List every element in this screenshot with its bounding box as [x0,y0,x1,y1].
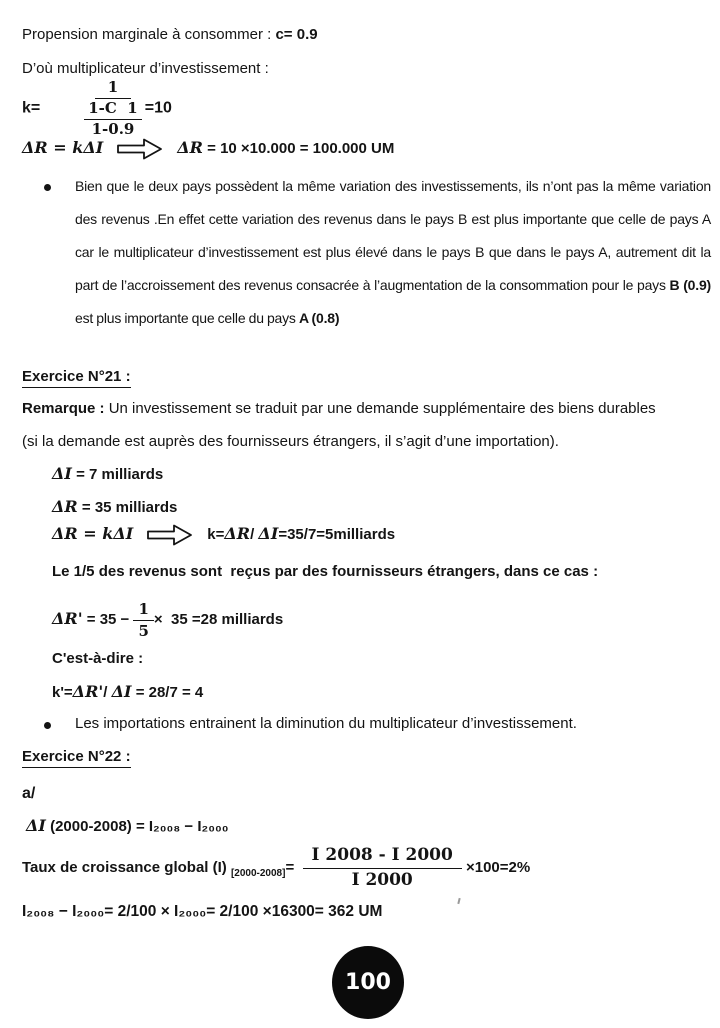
growth-rate-fraction [303,845,462,892]
k-eq-r4: ΔI [258,524,279,543]
k-prime-r5: = 28/7 = 4 [131,684,204,701]
question-a-line [22,785,35,803]
exercise-21-title [22,368,131,385]
growth-rate-subscript: [2000-2008] [230,868,286,880]
cest-a-dire-text: C'est-à-dire : [52,650,144,667]
dr-prime-sym: ΔR' [52,609,83,629]
growth-rate-label: Taux de croissance global (I) [22,859,231,877]
multiplier-intro-line [22,60,269,77]
dr-lhs: ΔR = kΔI [22,138,104,157]
dr-rhs-sym: ΔR [177,138,203,157]
k-fraction-top [84,78,141,99]
k-eq-lhs: ΔR = kΔI [52,524,134,543]
investment-delta-result-line [22,903,382,921]
imports-conclusion-text: Les importations entrainent la diminution du multiplicateur d’investissement. [75,715,577,732]
k-rhs: =10 [144,99,172,117]
mpc-line [22,26,318,43]
one-fifth-text: Le 1/5 des revenus sont reçus par des fournisseurs étrangers, dans ce cas : [52,563,599,580]
remark-line-1 [22,400,656,417]
remark-line-2 [22,433,559,450]
k-prime-r2: ΔR' [72,682,104,701]
country-a-value: A (0.8) [298,310,340,326]
k-eq-r3: / [250,526,259,543]
delta-i-expansion: (2000-2008) = I₂₀₀₈ − I₂₀₀₀ [45,818,229,835]
remark-text-2: (si la demande est auprès des fournisseurs étrangers, il s’agit d’une importation). [22,433,559,450]
implies-arrow-icon [117,138,163,160]
scan-speck [457,898,460,904]
growth-rate-result: ×100=2% [461,859,531,877]
dr-rhs-value: = 10 ×10.000 = 100.000 UM [202,140,395,157]
k-lhs: k= [22,99,41,117]
country-b-value: B (0.9) [669,277,711,293]
k-eq-r5: =35/7=5milliards [278,526,396,543]
delta-i-sym: ΔI [52,464,72,483]
mpc-value: c= 0.9 [275,26,318,43]
fraction-num: 1 [133,600,153,621]
question-a-label: a/ [22,785,36,802]
one-fifth-fraction [133,600,153,641]
k-prime-line [52,682,203,701]
k-fraction-mid: 1-C 1 [84,99,141,121]
remark-text: Un investissement se traduit par une demande supplémentaire des biens durables [104,400,656,417]
k-prime-r1: k'= [52,684,73,701]
k-prime-r4: ΔI [111,682,132,701]
delta-i-sym: ΔI [26,816,46,835]
fraction-num: I 2008 - I 2000 [303,845,462,869]
fraction-den: 5 [138,621,149,640]
cest-a-dire-line [52,650,143,667]
growth-rate-line [22,845,530,892]
conclusion-text-2: est plus importante que celle du pays [75,310,299,326]
bullet-icon [44,184,51,191]
page-number: 100 [345,970,391,995]
investment-delta-result: I₂₀₀₈ − I₂₀₀₀= 2/100 × I₂₀₀₀= 2/100 ×16300= 362 UM [22,903,383,920]
exercise-22-title-text: Exercice N°22 : [22,748,131,768]
k-fraction-den: 1-0.9 [91,120,135,138]
delta-i-line [52,464,163,483]
dr-prime-r1: = 35 − [82,611,134,629]
growth-rate-eq: = [285,859,303,877]
k-formula-line [22,78,172,140]
delta-r-line [52,497,177,516]
k-eq-r1: k= [207,526,225,543]
multiplier-intro-text: D’où multiplicateur d’investissement : [22,60,269,77]
fraction-den: I 2000 [351,870,413,891]
remark-label: Remarque : [22,400,105,417]
imports-conclusion-line [75,715,577,732]
dr-prime-r2: × 35 =28 milliards [153,611,284,629]
k-fraction [84,78,141,140]
page-number-badge [332,946,404,1019]
delta-r-sym: ΔR [52,497,78,516]
delta-i-value: = 7 milliards [71,466,164,483]
bullet-icon [44,722,51,729]
mpc-text: Propension marginale à consommer : [22,26,276,43]
exercise-21-title-text: Exercice N°21 : [22,368,131,388]
k-eq-r2: ΔR [224,524,251,543]
k-prime-r3: / [103,684,112,701]
delta-r-value: = 35 milliards [77,499,178,516]
dr-formula-line [22,138,394,160]
dr-prime-line [52,600,283,641]
implies-arrow-icon [147,524,193,546]
conclusion-paragraph [75,170,711,335]
conclusion-text-1: Bien que le deux pays possèdent la même variation des investissements, ils n’ont pas la même variation des revenus .En effet cette variation des revenus dans le pays B est plus importante que celle de pays A car le multiplicateur d’investissement est plus élevé dans le pays B que dans le pays A, autrement dit la part de l’accroissement des revenus consacrée à l’augmentation de la consommation pour le pays [75,178,711,293]
one-fifth-line [52,563,598,580]
k-equation-line [52,524,395,546]
exercise-22-title [22,748,131,765]
k-fraction-num: 1 [95,78,131,99]
delta-i-2000-2008-line [26,816,228,835]
